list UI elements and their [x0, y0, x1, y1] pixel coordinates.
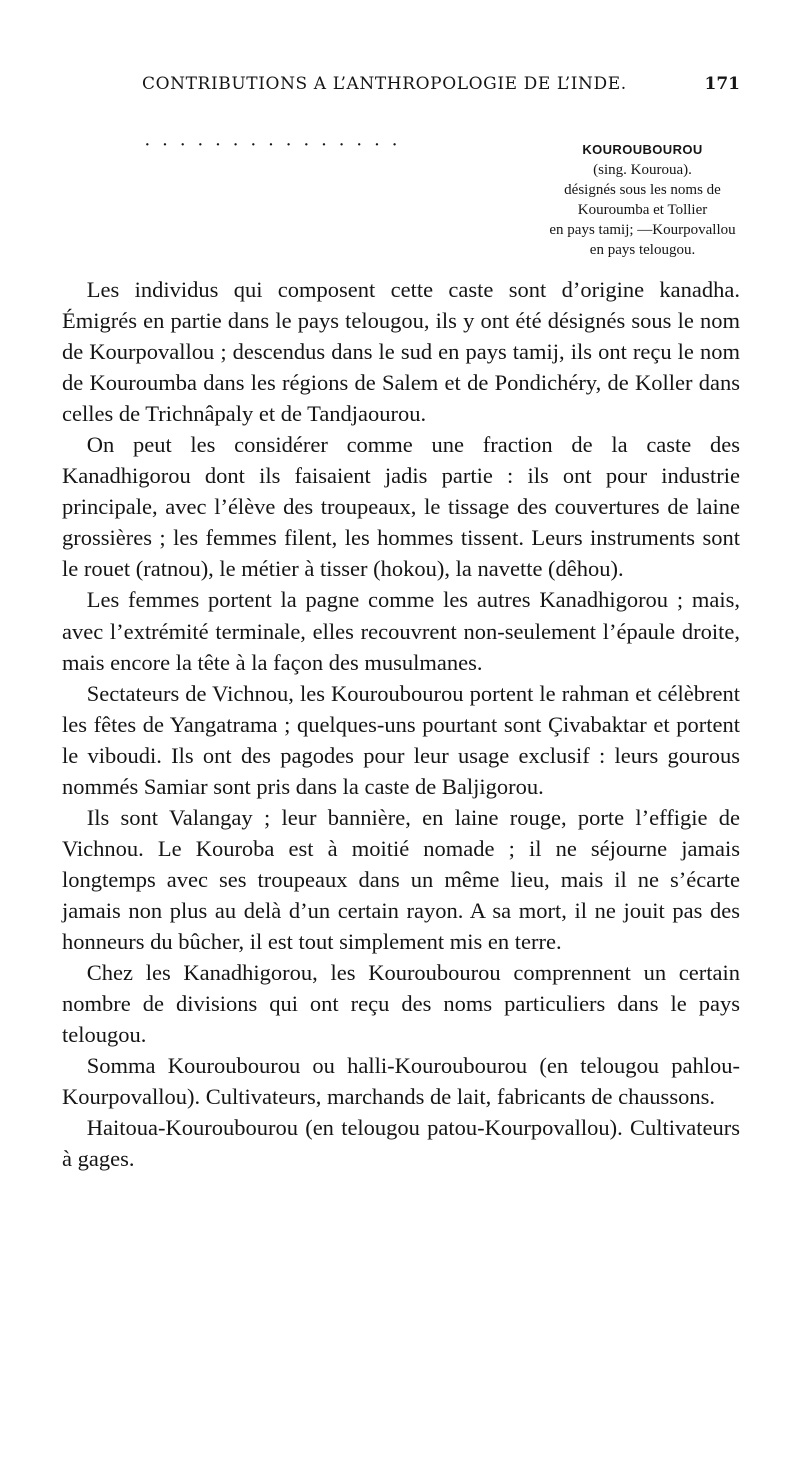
paragraph-customs: Ils sont Valangay ; leur bannière, en laine rouge, porte l’effigie de Vichnou. Le Kouroba est à moitié nomade ; il ne séjourne jamais longtemps avec ses troupeaux dans un même lieu, mais il ne s’écarte jamais non plus au delà d’un certain rayon. A sa mort, il ne jouit pas des honneurs du bûcher, il est tout simplement mis en terre.: [62, 804, 740, 954]
running-head: [60, 74, 740, 104]
caste-entry-block: [545, 140, 740, 260]
caste-entry-heading: [60, 134, 740, 275]
paragraph-dress: Les femmes portent la pagne comme les autres Kanadhigorou ; mais, avec l’extrémité terminale, elles recouvrent non-seulement l’épaule droite, mais encore la tête à la façon des musulmanes.: [62, 587, 740, 675]
paragraph-somma: Somma Kouroubourou ou halli-Kouroubourou (en telougou pahlou-Kourpovallou). Cultivateurs, marchands de lait, fabricants de chaussons.: [62, 1053, 740, 1110]
caste-name: KOUROUBOUROU: [582, 142, 703, 157]
caste-note-line: Kouroumba et Tollier: [577, 202, 708, 218]
paragraph-origin: Les individus qui composent cette caste sont d’origine kanadha. Émigrés en partie dans le pays telougou, ils y ont été désignés sous le nom de Kourpovallou ; descendus dans le sud en pays tamij, ils ont reçu le nom de Kouroumba dans les régions de Salem et de Pondichéry, de Koller dans celles de Trichnâpaly et de Tandjaourou.: [62, 277, 740, 427]
caste-note-line: (sing. Kouroua).: [593, 162, 692, 178]
paragraph-haitoua: Haitoua-Kouroubourou (en telougou patou-Kourpovallou). Cultivateurs à gages.: [62, 1115, 740, 1172]
body-text: [62, 274, 740, 1174]
caste-note-line: en pays tamij; —Kourpovallou: [549, 222, 736, 238]
paragraph-religion: Sectateurs de Vichnou, les Kouroubourou portent le rahman et célèbrent les fêtes de Yangatrama ; quelques-uns pourtant sont Çivabaktar et portent le viboudi. Ils ont des pagodes pour leur usage exclusif : leurs gourous nommés Samiar sont pris dans la caste de Baljigorou.: [62, 680, 740, 799]
paragraph-industry: On peut les considérer comme une fraction de la caste des Kanadhigorou dont ils faisaient jadis partie : ils ont pour industrie principale, avec l’élève des troupeaux, le tissage des couvertures de laine grossières ; les femmes filent, les hommes tissent. Leurs instruments sont le rouet (ratnou), le métier à tisser (hokou), la navette (dêhou).: [62, 432, 740, 582]
caste-note-line: en pays telougou.: [589, 242, 696, 258]
caste-note-line: désignés sous les noms de: [564, 182, 721, 198]
running-title: CONTRIBUTIONS A L’ANTHROPOLOGIE DE L’INDE.: [142, 74, 627, 94]
dot-leader: · · · · · · · · · · · · · · ·: [144, 134, 401, 156]
page-number: 171: [704, 74, 740, 94]
paragraph-divisions: Chez les Kanadhigorou, les Kouroubourou comprennent un certain nombre de divisions qui ont reçu des noms particuliers dans le pays telougou.: [62, 960, 740, 1048]
